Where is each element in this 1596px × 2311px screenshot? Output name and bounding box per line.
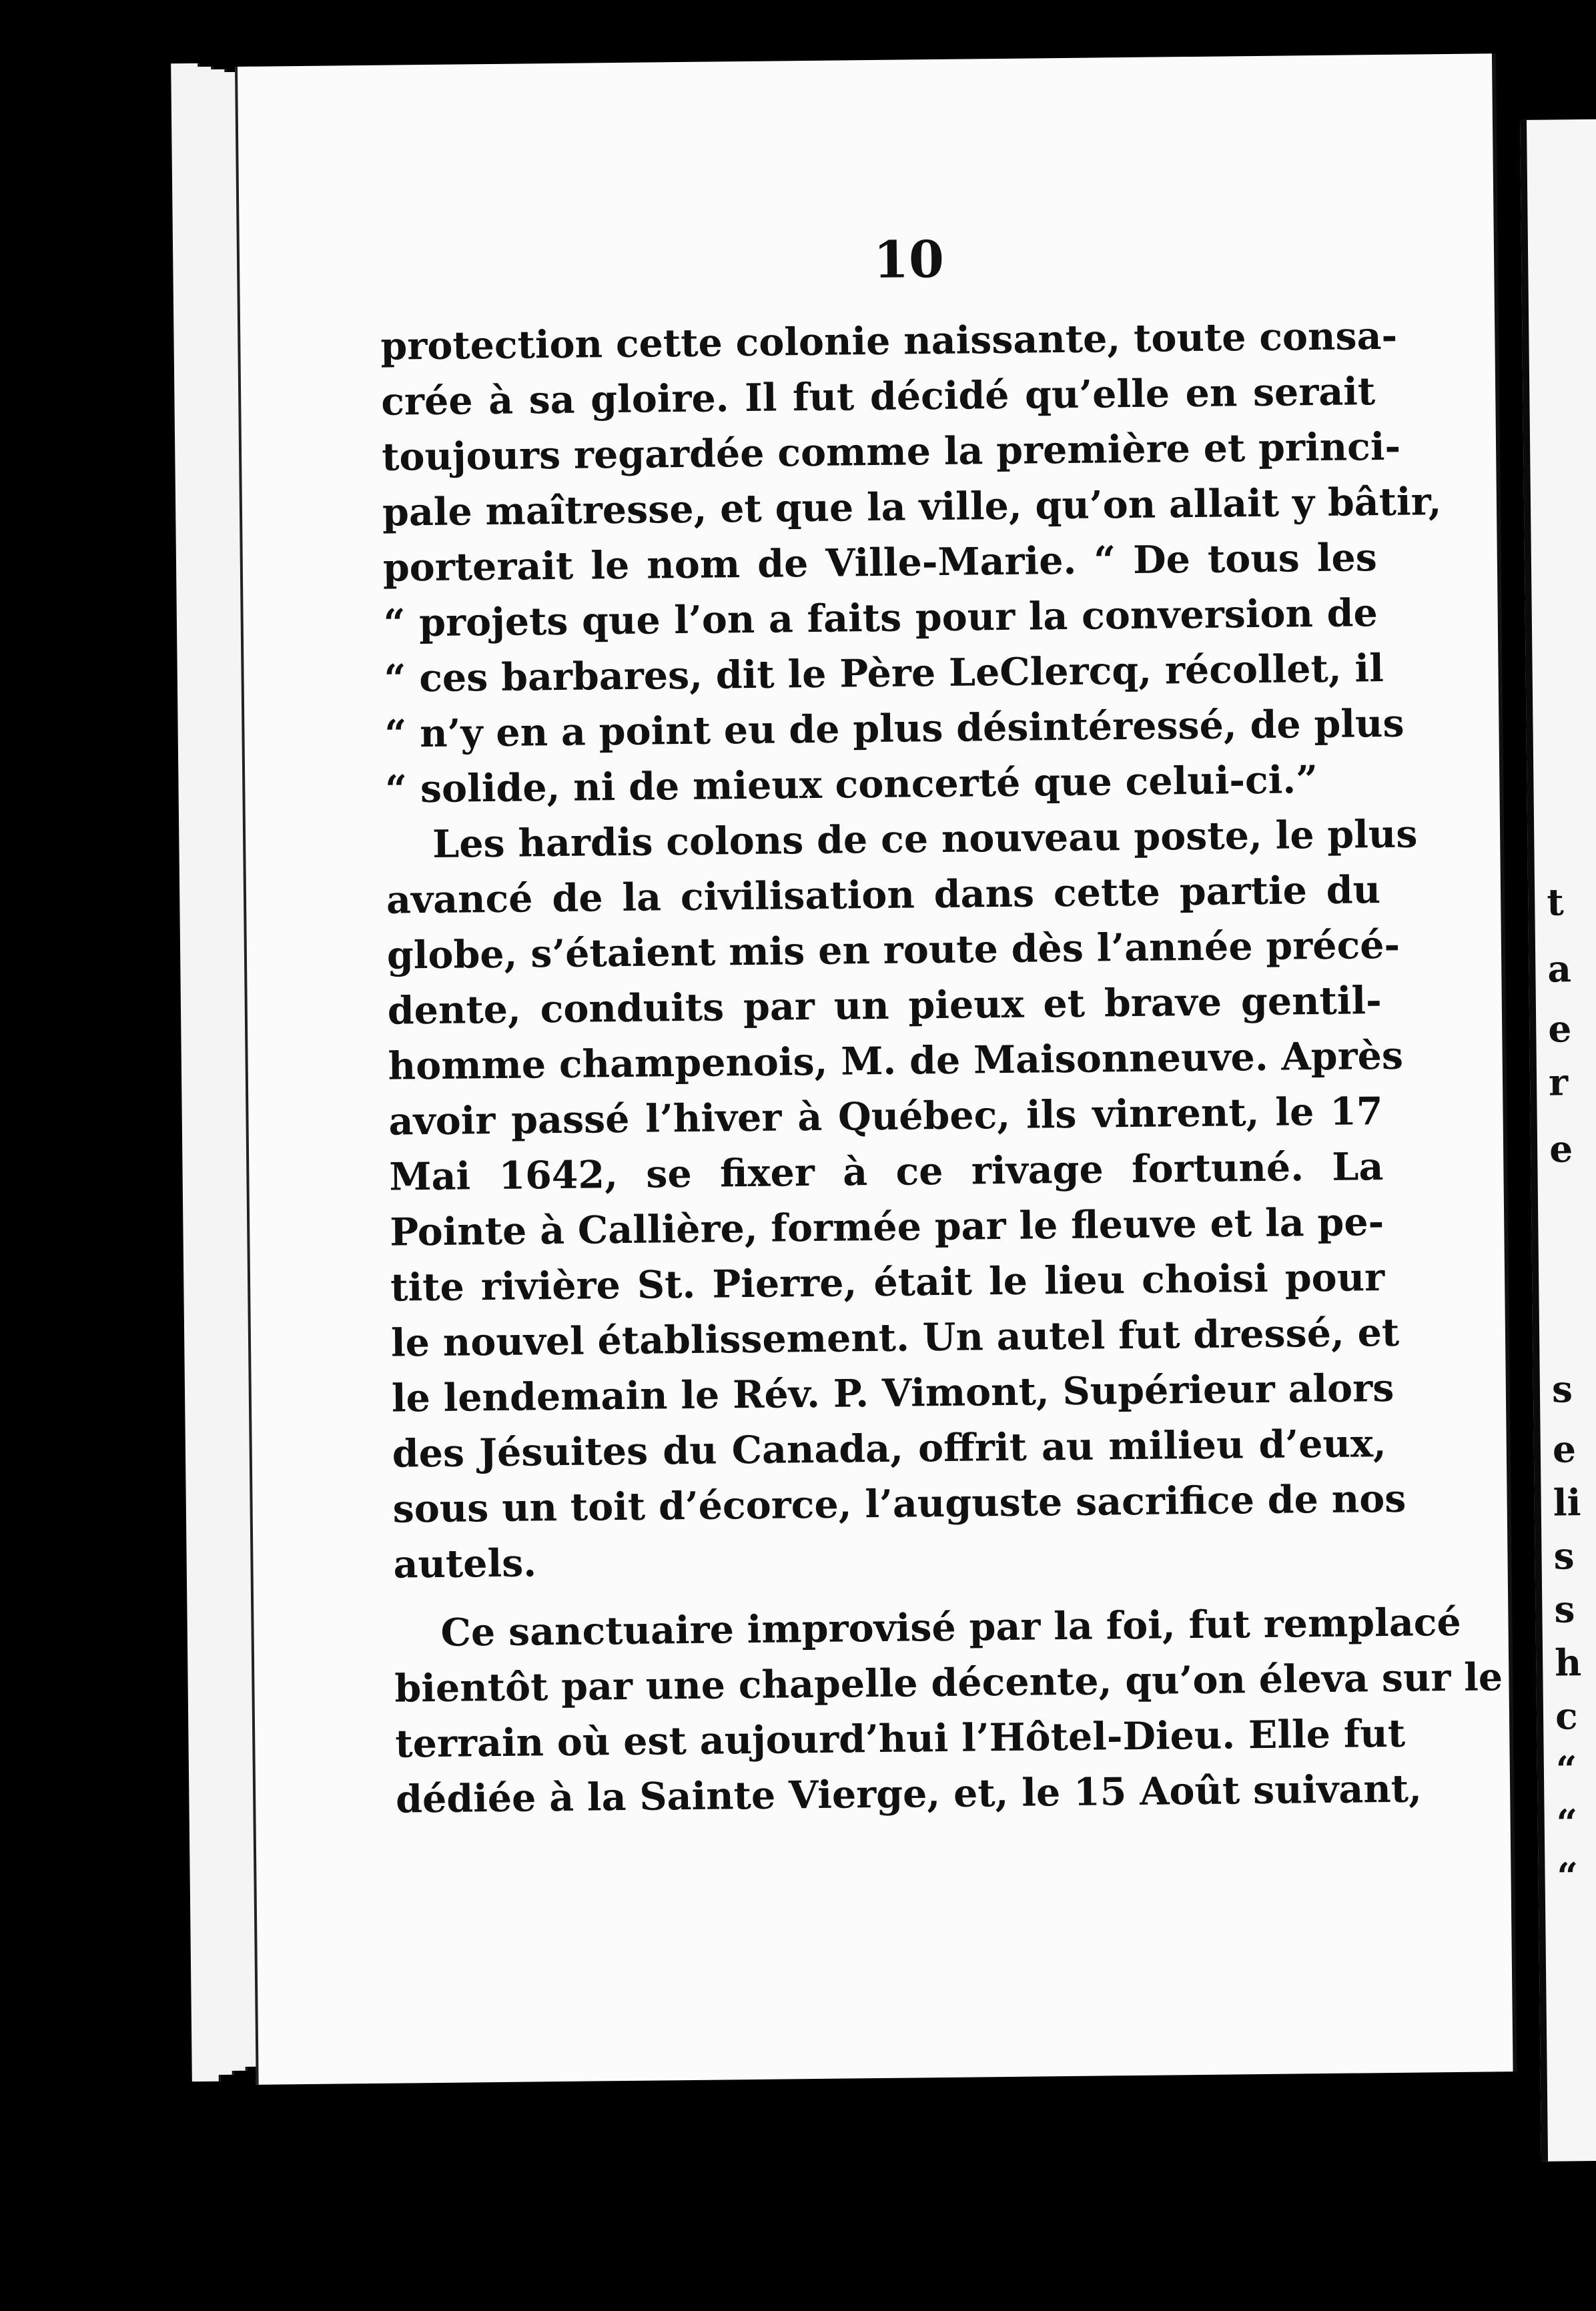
fragment-letter: li bbox=[1553, 1480, 1581, 1524]
fragment-letter: e bbox=[1547, 1007, 1572, 1051]
text-line: avoir passé l’hiver à Québec, ils vinrent, le 17 bbox=[388, 1089, 1383, 1144]
fragment-letter: e bbox=[1552, 1427, 1577, 1471]
text-line: Mai 1642, se fixer à ce rivage fortuné. La bbox=[389, 1144, 1384, 1200]
text-line: autels. bbox=[393, 1540, 537, 1587]
text-line: le lendemain le Rév. P. Vimont, Supérieur alors bbox=[391, 1365, 1394, 1421]
text-line: crée à sa gloire. Il fut décidé qu’elle en serait bbox=[380, 369, 1376, 424]
fragment-letter: s bbox=[1551, 1367, 1573, 1411]
fragment-letter: h bbox=[1554, 1641, 1582, 1685]
text-line: porterait le nom de Ville-Marie. “ De tous les bbox=[382, 535, 1378, 590]
fragment-letter: s bbox=[1554, 1587, 1575, 1631]
adjacent-page-fragment bbox=[1520, 119, 1596, 2161]
text-line: “ projets que l’on a faits pour la conversion de bbox=[383, 590, 1378, 646]
fragment-letter: e bbox=[1549, 1127, 1573, 1171]
text-line: “ ces barbares, dit le Père LeClercq, récollet, il bbox=[384, 646, 1384, 701]
text-line: tite rivière St. Pierre, était le lieu choisi pour bbox=[390, 1255, 1385, 1310]
text-line: bientôt par une chapelle décente, qu’on éleva sur le bbox=[394, 1655, 1503, 1711]
fragment-letter: t bbox=[1546, 880, 1565, 924]
book-page bbox=[235, 53, 1513, 2085]
text-line: protection cette colonie naissante, toute consa- bbox=[380, 313, 1398, 369]
text-line: le nouvel établissement. Un autel fut dressé, et bbox=[390, 1310, 1400, 1366]
fragment-letter: “ bbox=[1555, 1747, 1577, 1791]
text-line: Pointe à Callière, formée par le fleuve et la pe- bbox=[389, 1200, 1384, 1255]
text-line: globe, s’étaient mis en route dès l’année précé- bbox=[386, 922, 1401, 978]
text-line: des Jésuites du Canada, offrit au milieu d’eux, bbox=[392, 1421, 1387, 1476]
text-line: homme champenois, M. de Maisonneuve. Après bbox=[388, 1033, 1404, 1089]
text-line: pale maîtresse, et que la ville, qu’on allait y bâtir, bbox=[382, 479, 1442, 535]
fragment-letter: r bbox=[1548, 1060, 1569, 1104]
text-line: avancé de la civilisation dans cette partie du bbox=[386, 867, 1381, 923]
page-number: 10 bbox=[873, 229, 945, 290]
fragment-letter: s bbox=[1553, 1534, 1575, 1578]
text-line: “ solide, ni de mieux concerté que celui-ci.” bbox=[385, 757, 1318, 812]
text-line: dente, conduits par un pieux et brave gentil- bbox=[387, 978, 1382, 1033]
fragment-letter: “ bbox=[1557, 1854, 1579, 1898]
text-line: toujours regardée comme la première et princi- bbox=[381, 424, 1401, 480]
fragment-letter: a bbox=[1547, 947, 1572, 991]
text-line: “ n’y en a point eu de plus désintéressé, de plus bbox=[384, 701, 1405, 757]
fragment-letter: c bbox=[1555, 1694, 1578, 1738]
text-line: dédiée à la Sainte Vierge, et, le 15 Août suivant, bbox=[395, 1766, 1423, 1822]
text-line: terrain où est aujourd’hui l’Hôtel-Dieu. Elle fut bbox=[394, 1711, 1406, 1767]
fragment-letter: “ bbox=[1556, 1801, 1578, 1845]
text-line: Ce sanctuaire improvisé par la foi, fut remplacé bbox=[440, 1599, 1461, 1655]
page-body-text bbox=[380, 308, 1503, 1827]
text-line: Les hardis colons de ce nouveau poste, le plus bbox=[432, 811, 1418, 867]
text-line: sous un toit d’écorce, l’auguste sacrifice de nos bbox=[392, 1476, 1407, 1532]
